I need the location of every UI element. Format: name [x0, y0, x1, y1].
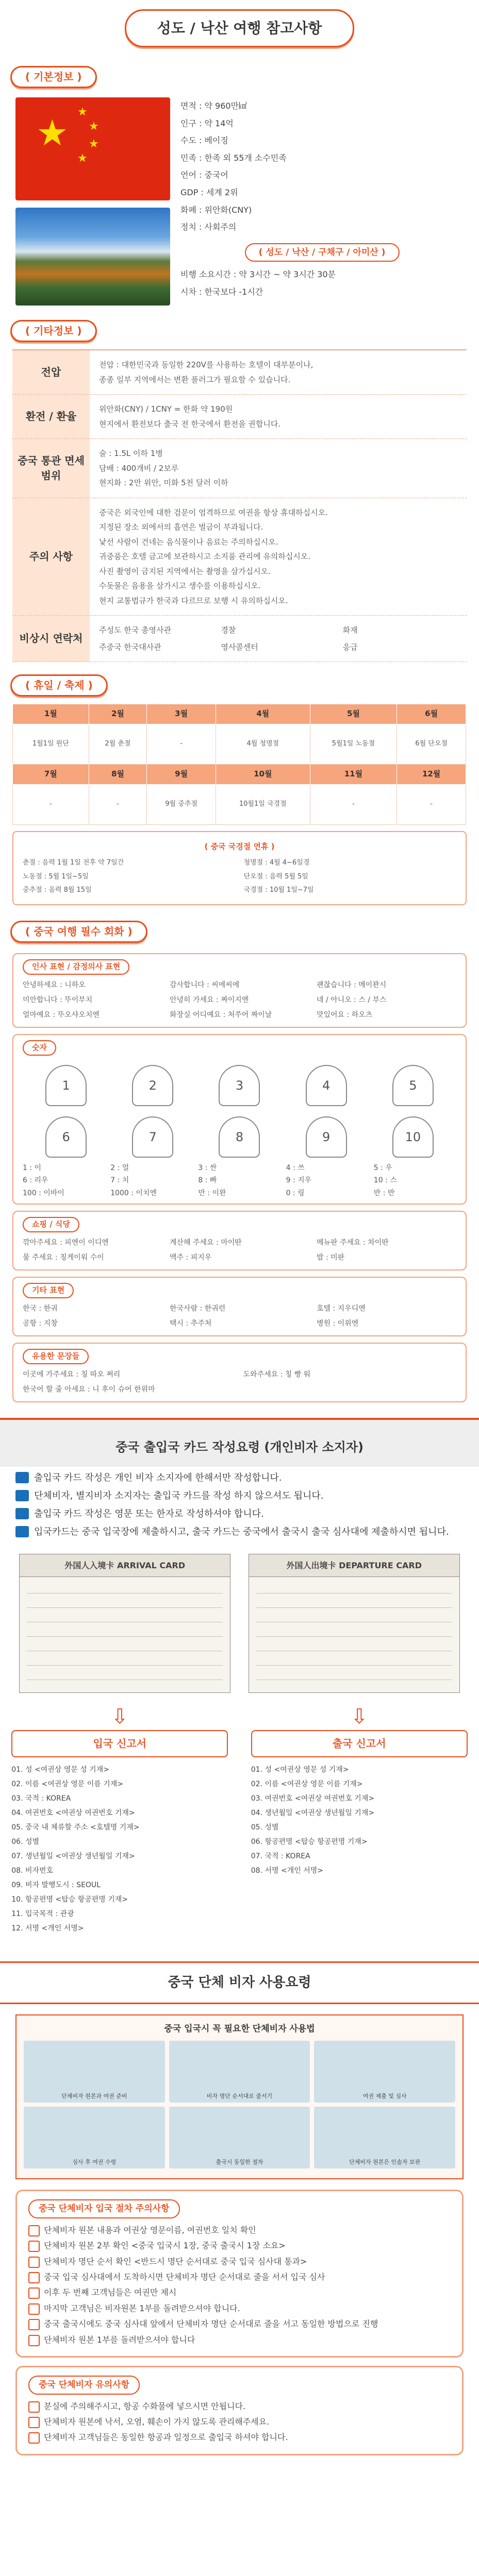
hand-sign-icon: 2: [132, 1065, 173, 1106]
section-basic-label: ( 기본정보 ): [10, 66, 97, 88]
list-item: 언어 : 중국어: [180, 170, 228, 180]
arrow-down-icon: ⇩: [111, 1704, 128, 1728]
list-item: 비행 소요시간 : 약 3시간 ~ 약 3시간 30분: [180, 269, 336, 280]
section-etc-label: ( 기타정보 ): [10, 320, 97, 342]
arrival-label: 입국 신고서: [11, 1730, 228, 1757]
arrows: [0, 1703, 479, 1730]
arrival-card-image: 外国人入境卡 ARRIVAL CARD: [19, 1554, 230, 1693]
checkbox-item: 중국 출국시에도 중국 심사대 앞에서 단체비자 명단 순서대로 줄을 서고 동일한 방법으로 진행: [28, 2316, 451, 2332]
visa-step: 비자 명단 순서대로 줄서기: [169, 2041, 310, 2103]
visa-warnings: 중국 단체비자 유의사항 분실에 주의해주시고, 항공 수화물에 넣으시면 안됩니다. 단체비자 원본에 낙서, 오염, 훼손이 가지 않도록 관리해주세요. 단체비자 고객님들은 동일한 항공과 일정으로 출입국 하셔야 합니다.: [15, 2366, 464, 2455]
china-flag-image: ★ ★ ★ ★ ★: [15, 97, 170, 200]
checkbox-item: 중국 입국 심사대에서 도착하시면 단체비자 명단 순서대로 줄을 서서 입국 심사: [28, 2269, 451, 2285]
visa-step: 심사 후 여권 수령: [24, 2107, 165, 2168]
departure-label: 출국 신고서: [251, 1730, 468, 1757]
list-item: 정치 : 사회주의: [180, 222, 237, 232]
list-item: 출입국 카드 작성은 개인 비자 소지자에 한해서만 작성합니다.: [15, 1469, 464, 1487]
hand-sign-icon: 7: [132, 1116, 173, 1158]
list-item: 인구 : 약 14억: [180, 118, 234, 128]
list-item: 단체비자, 별지비자 소지자는 출입국 카드를 작성 하지 않으셔도 됩니다.: [15, 1487, 464, 1505]
list-item: GDP : 세계 2위: [180, 187, 238, 197]
holiday-table: 1월 2월 3월 4월 5월 6월 1월1일 원단 2월 춘절 - 4월 청명절 5월1일 노동절 6월 단오절 7월 8월 9월 10월 11월 12월 - - 9월 중추절 10월1일 국경절 - -: [12, 704, 466, 825]
checkbox-item: 단체비자 원본에 낙서, 오염, 훼손이 가지 않도록 관리해주세요.: [28, 2414, 451, 2430]
visa-step: 여권 제출 및 심사: [314, 2041, 455, 2103]
shopping-card: 쇼핑 / 식당 깎아주세요 : 피엔이 이디엔 계산해 주세요 : 마이딴 메뉴판 주세요 : 차이딴 물 주세요 : 칭게이워 수이 맥주 : 피지우 밥 : 미판: [12, 1211, 467, 1270]
hand-sign-icon: 3: [219, 1065, 260, 1106]
checkbox-item: 단체비자 원본 내용과 여권상 영문이름, 여권번호 일치 확인: [28, 2223, 451, 2238]
card-labels: [0, 1730, 479, 1757]
departure-instructions: 01. 성 <여권상 영문 성 기재> 02. 이름 <여권상 영문 이름 기재> 03. 여권번호 <여권상 여권번호 기재> 04. 생년월일 <여권상 생년월일 기재> 05. 성별 06. 항공편명 <탑승 항공편명 기재> 07. 국적 : KOREA 08. 서명 <개인 서명>: [251, 1765, 375, 1875]
greeting-card: 인사 표현 / 감정의사 표현 안녕하세요 : 니하오 감사합니다 : 씨에씨에 괜찮습니다 : 메이꽌시 미안합니다 : 뚜이부치 안녕히 가세요 : 짜이지엔 네 / 아니오 : 스 / 부스 얼마예요 : 뚜오샤오치엔 화장실 어디예요 : 처쑤어 짜이날 맛있어요 : 하오츠: [12, 953, 467, 1028]
section-holiday-label: ( 휴일 / 축제 ): [10, 674, 108, 697]
list-item: 민족 : 한족 외 55개 소수민족: [180, 152, 287, 163]
numbers-card: 숫자 1 2 3 4 5 6 7 8 9 10 1 : 이 2 : 얼 3 : 싼 4 : 쓰 5 : 우 6 : 리우 7 : 치 8 : 빠 9 : 지우 10 : 스 100 : 이바이 1000 : 이치엔 만 : 이완 0 : 링 반 : 반: [12, 1034, 467, 1205]
page-title: 성도 / 낙산 여행 참고사항: [125, 9, 355, 48]
hand-sign-icon: 9: [306, 1116, 347, 1158]
card-images: [0, 1544, 479, 1703]
basic-text: [180, 97, 464, 306]
basic-list: [180, 97, 464, 236]
visa-title: 중국 단체 비자 사용요령: [0, 1961, 479, 2005]
etc-row-emergency: 비상시 연락처 주성도 한국 총영사관 경찰 화재 주중국 한국대사관 영사콜센터 응급: [12, 616, 467, 662]
hand-sign-icon: 1: [45, 1065, 87, 1106]
basic-images: [15, 97, 170, 306]
etc-row-dutyfree: 중국 통관 면세 범위 술 : 1.5L 이하 1병 담배 : 400개비 / 2보루 현지화 : 2만 위안, 미화 5천 달러 이하: [12, 439, 467, 498]
hand-sign-icon: 6: [45, 1116, 87, 1158]
arrow-down-icon: ⇩: [350, 1704, 368, 1728]
hand-sign-icon: 8: [219, 1116, 260, 1158]
etc-row-voltage: 전압 전압 : 대한민국과 동일한 220V를 사용하는 호텔이 대부분이나, 종종 일부 지역에서는 변환 플러그가 필요할 수 있습니다.: [12, 350, 467, 395]
arrival-title: 중국 출입국 카드 작성요령 (개인비자 소지자): [0, 1420, 479, 1467]
section-phrases-label: ( 중국 여행 필수 회화 ): [10, 921, 147, 943]
holiday-notes: ( 중국 국경절 연휴 ) 춘절 : 음력 1월 1일 전후 약 7일간 청명절 : 4월 4~6일경 노동절 : 5월 1일~5일 단오절 : 음력 5월 5일 중추절 : 음력 8월 15일 국경절 : 10월 1일~7일: [12, 831, 467, 906]
list-item: 입국카드는 중국 입국장에 제출하시고, 출국 카드는 중국에서 출국시 출국 심사대에 제출하시면 됩니다.: [15, 1523, 464, 1541]
visa-step: 단체비자 원본과 여권 준비: [24, 2041, 165, 2103]
visa-step: 단체비자 원본은 인솔자 보관: [314, 2107, 455, 2168]
checkbox-item: 분실에 주의해주시고, 항공 수화물에 넣으시면 안됩니다.: [28, 2399, 451, 2414]
visa-step: 출국시 동일한 절차: [169, 2107, 310, 2168]
departure-card-image: 外国人出境卡 DEPARTURE CARD: [249, 1554, 460, 1693]
list-item: 화폐 : 위안화(CNY): [180, 205, 252, 215]
hand-sign-icon: 5: [392, 1065, 434, 1106]
checkbox-item: 단체비자 원본 2부 확인 <중국 입국시 1장, 중국 출국시 1장 소요>: [28, 2238, 451, 2253]
visa-procedure: 중국 단체비자 입국 절차 주의사항 단체비자 원본 내용과 여권상 영문이름, 여권번호 일치 확인 단체비자 원본 2부 확인 <중국 입국시 1장, 중국 출국시 1장 소요> 단체비자 명단 순서 확인 <반드시 명단 순서대로 중국 입국 심사대 통과> 중국 입국 심사대에서 도착하시면 단체비자 명단 순서대로 줄을 서서 입국 심사 이후 두 번째 고객님들은 여권만 제시 마지막 고객님은 비자원본 1부를 돌려받으셔야 합니다. 중국 출국시에도 중국 심사대 앞에서 단체비자 명단 순서대로 줄을 서고 동일한 방법으로 진행 단체비자 원본 1부를 돌려받으셔야 합니다: [15, 2190, 464, 2358]
list-item: 시차 : 한국보다 -1시간: [180, 286, 263, 297]
list-item: 면적 : 약 960만㎢: [180, 101, 247, 111]
list-item: 수도 : 베이징: [180, 135, 228, 146]
region-pill: ( 성도 / 낙산 / 구채구 / 아미산 ): [245, 243, 400, 262]
checkbox-item: 마지막 고객님은 비자원본 1부를 돌려받으셔야 합니다.: [28, 2301, 451, 2316]
etc-row-exchange: 환전 / 환율 위안화(CNY) / 1CNY = 한화 약 190원 현지에서 환전보다 출국 전 한국에서 환전을 권합니다.: [12, 395, 467, 439]
arrival-list: [0, 1467, 479, 1543]
other-phrases-card: 기타 표현 한국 : 한궈 한국사람 : 한궈런 호텔 : 지우디엔 공항 : 지창 택시 : 추주처 병원 : 이위엔: [12, 1277, 467, 1336]
checkbox-item: 단체비자 고객님들은 동일한 항공과 일정으로 출입국 하셔야 합니다.: [28, 2430, 451, 2445]
etc-table: [12, 349, 467, 662]
title-bar: [0, 0, 479, 57]
visa-guide-image: 중국 입국시 꼭 필요한 단체비자 사용법 단체비자 원본과 여권 준비 비자 명단 순서대로 줄서기 여권 제출 및 심사 심사 후 여권 수령 출국시 동일한 절차 단체비자 원본은 인솔자 보관: [15, 2014, 464, 2179]
basic-info: [0, 92, 479, 311]
card-instructions: [0, 1757, 479, 1941]
hand-signs: [23, 1111, 456, 1163]
hand-sign-icon: 4: [306, 1065, 347, 1106]
region-list: [180, 266, 464, 300]
hand-signs: [23, 1060, 456, 1111]
hand-sign-icon: 10: [392, 1116, 434, 1158]
list-item: 출입국 카드 작성은 영문 또는 한자로 작성하셔야 합니다.: [15, 1505, 464, 1523]
arrival-instructions: 01. 성 <여권상 영문 성 기재> 02. 이름 <여권상 영문 이름 기재> 03. 국적 : KOREA 04. 여권번호 <여권상 여권번호 기재> 05. 중국 내 체류할 주소 <호텔명 기재> 06. 성별 07. 생년월일 <여권상 생년월일 기재> 08. 비자번호 09. 비자 발행도시 : SEOUL 10. 항공편명 <탑승 항공편명 기재> 11. 입국목적 : 관광 12. 서명 <개인 서명>: [11, 1765, 140, 1933]
checkbox-item: 단체비자 명단 순서 확인 <반드시 명단 순서대로 중국 입국 심사대 통과>: [28, 2254, 451, 2269]
useful-phrases-card: 유용한 문장들 이곳에 가주세요 : 칭 따오 쩌리 도와주세요 : 칭 빵 워 한국어 할 줄 아세요 : 니 후이 슈어 한위마: [12, 1343, 467, 1402]
etc-row-caution: 주의 사항 중국은 외국인에 대한 검문이 엄격하므로 여권을 항상 휴대하십시오. 지정된 장소 외에서의 흡연은 벌금이 부과됩니다. 낯선 사람이 건네는 음식물이나 음료는 주의하십시오. 귀중품은 호텔 금고에 보관하시고 소지품 관리에 유의하십시오. 사진 촬영이 금지된 지역에서는 촬영을 삼가십시오. 수돗물은 음용을 삼가시고 생수를 이용하십시오. 현지 교통법규가 한국과 다르므로 보행 시 유의하십시오.: [12, 498, 467, 616]
checkbox-item: 이후 두 번째 고객님들은 여권만 제시: [28, 2285, 451, 2300]
checkbox-item: 단체비자 원본 1부를 돌려받으셔야 합니다: [28, 2332, 451, 2348]
landscape-photo: [15, 208, 170, 306]
